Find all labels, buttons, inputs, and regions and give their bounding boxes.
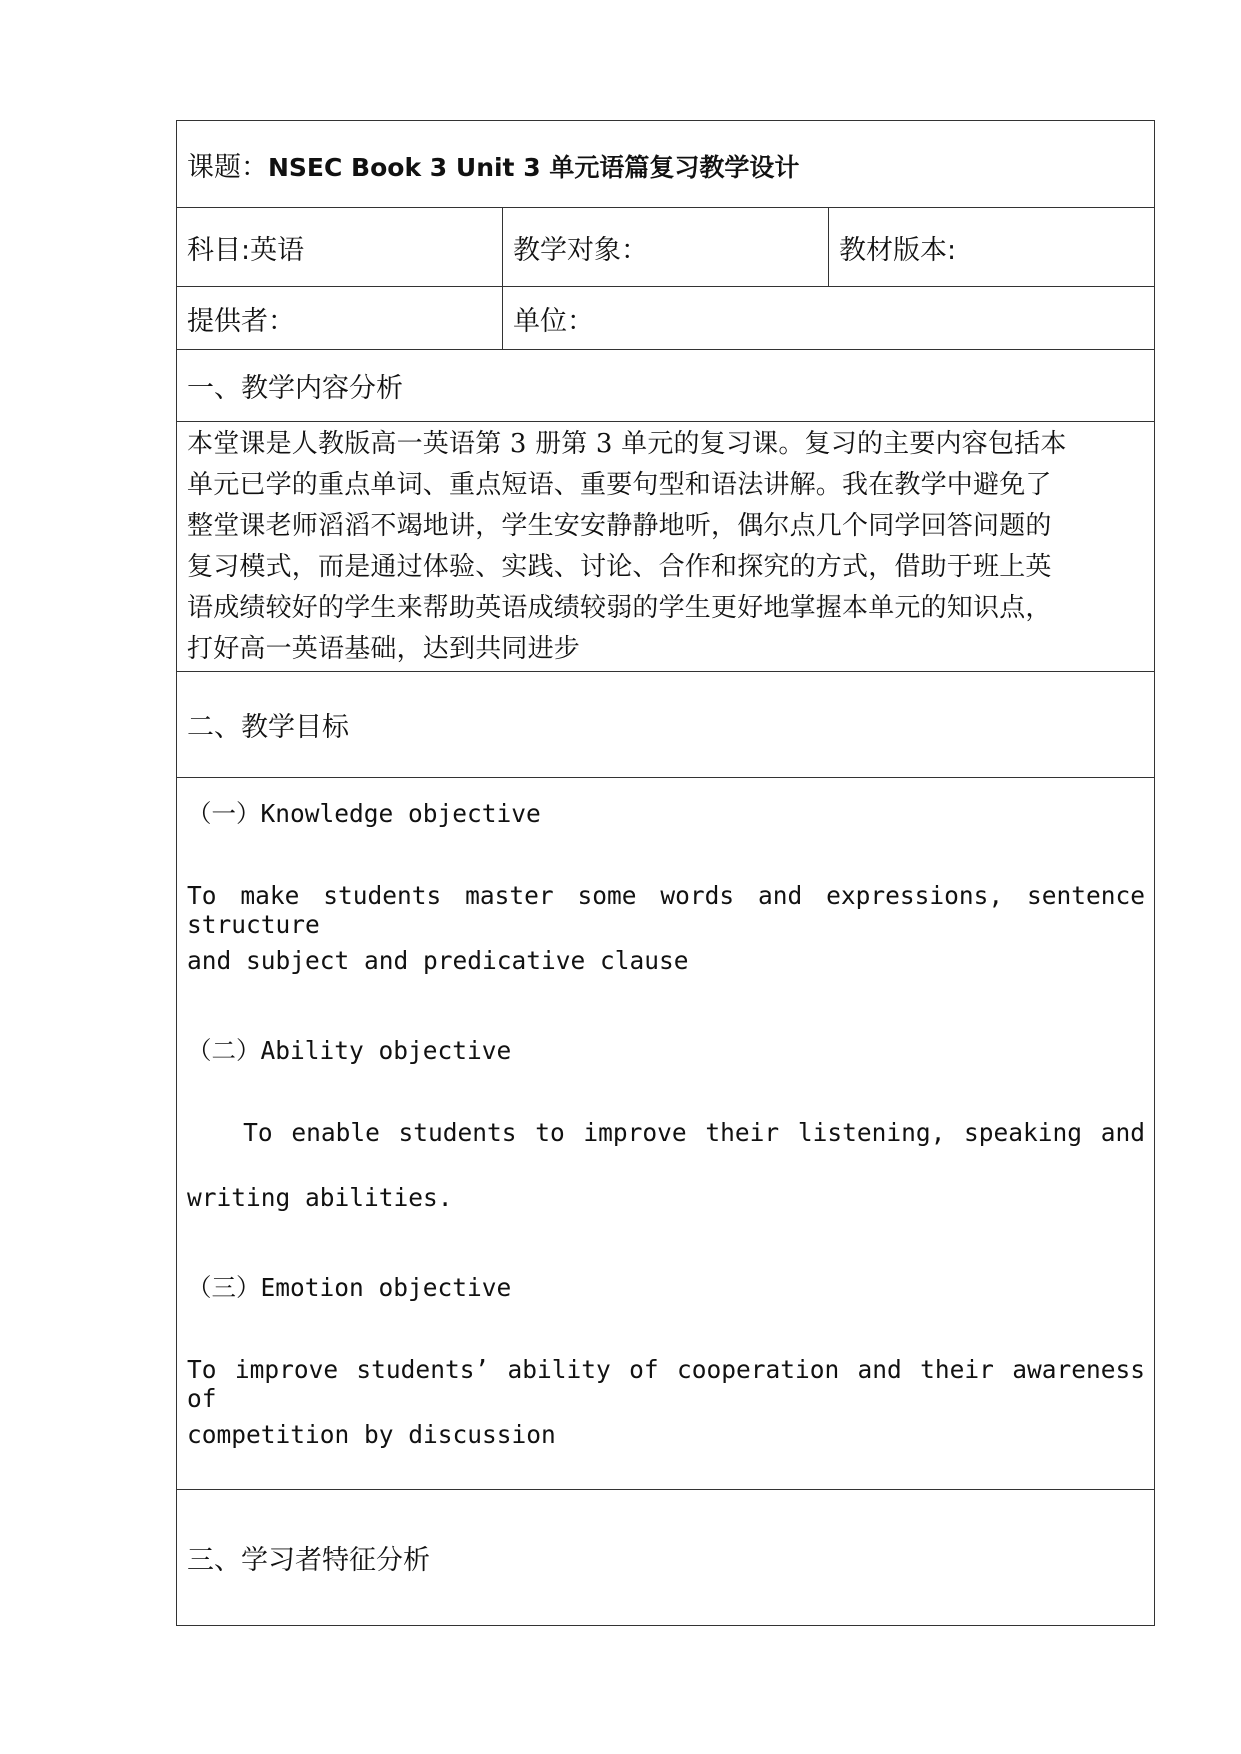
unit-cell: 单位： (503, 287, 1155, 350)
section3-heading: 三、学习者特征分析 (177, 1490, 1155, 1626)
provider-cell: 提供者： (177, 287, 503, 350)
paragraph-line: 单元已学的重点单词、重点短语、重要句型和语法讲解。我在教学中避免了 (187, 469, 1052, 500)
ability-objective-title: （二）Ability objective (187, 1036, 512, 1065)
title-main: NSEC Book 3 Unit 3 (268, 152, 550, 182)
paragraph-line: 复习模式，而是通过体验、实践、讨论、合作和探究的方式，借助于班上英 (187, 551, 1052, 582)
knowledge-objective-line2: and subject and predicative clause (187, 946, 689, 975)
paragraph-line: 打好高一英语基础，达到共同进步 (187, 633, 581, 664)
title-suffix: 单元语篇复习教学设计 (549, 152, 800, 182)
objectives-content (177, 778, 1155, 1490)
edition-cell: 教材版本: (829, 208, 1155, 287)
paragraph-line: 整堂课老师滔滔不竭地讲，学生安安静静地听，偶尔点几个同学回答问题的 (187, 510, 1052, 541)
content-analysis-paragraph (187, 424, 1144, 670)
emotion-objective-line2: competition by discussion (187, 1420, 556, 1449)
ability-objective-line2: writing abilities. (187, 1183, 453, 1212)
emotion-objective-title: （三）Emotion objective (187, 1273, 512, 1302)
ability-objective-line1: To enable students to improve their listening, speaking and (187, 1118, 1145, 1147)
paragraph-line: 本堂课是人教版高一英语第 3 册第 3 单元的复习课。复习的主要内容包括本 (187, 428, 1067, 459)
knowledge-objective-title: （一）Knowledge objective (187, 799, 541, 828)
title-prefix: 课题： (187, 151, 268, 183)
paragraph-line: 语成绩较好的学生来帮助英语成绩较弱的学生更好地掌握本单元的知识点， (187, 592, 1052, 623)
lesson-plan-table (176, 120, 1155, 1626)
emotion-objective-line1: To improve students’ ability of cooperation and their awareness of (187, 1355, 1145, 1413)
section1-content (177, 422, 1155, 672)
section2-heading: 二、教学目标 (177, 672, 1155, 778)
subject-cell: 科目:英语 (177, 208, 503, 287)
lesson-title (177, 121, 1155, 208)
section1-heading: 一、教学内容分析 (177, 350, 1155, 422)
knowledge-objective-line1: To make students master some words and expressions, sentence structure (187, 881, 1145, 939)
audience-cell: 教学对象： (503, 208, 829, 287)
